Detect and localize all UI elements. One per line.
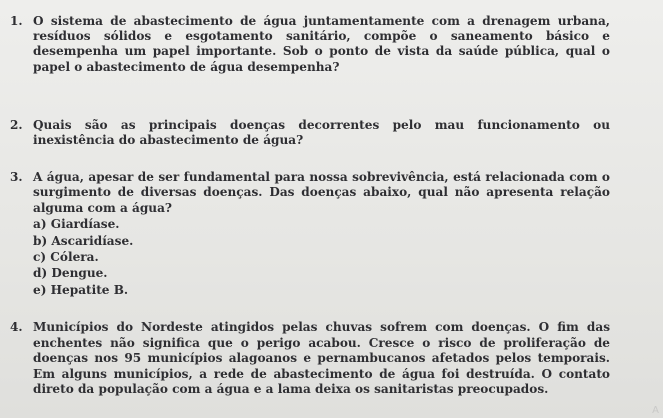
question-text: A água, apesar de ser fundamental para nossa sobrevivência, está relacionada com o surgimento de diversas doenças. Das doenças abaixo, qual não apresenta relação alguma com a água?	[33, 170, 610, 215]
question-number: 2.	[10, 118, 23, 132]
question-text: O sistema de abastecimento de água juntamentamente com a drenagem urbana, resíduos sólidos e esgotamento sanitário, compõe o saneamento básico e desempenha um papel importante. Sob o ponto de vista da saúde pública, qual o papel o abastecimento de água desempenha?	[33, 14, 610, 74]
question-number: 3.	[10, 170, 23, 184]
question-text: Municípios do Nordeste atingidos pelas chuvas sofrem com doenças. O fim das enchentes não significa que o perigo acabou. Cresce o risco de proliferação de doenças nos 95 municípios alagoanos e pernambucanos afetados pelos temporais. Em alguns municípios, a rede de abastecimento de água foi destruída. O contato direto da população com a água e a lama deixa os sanitaristas preocupados.	[33, 320, 610, 397]
corner-mark: A	[652, 405, 659, 416]
question-4	[10, 320, 610, 398]
question-1	[10, 14, 610, 75]
option-c: c) Cólera.	[33, 250, 99, 264]
question-number: 1.	[10, 14, 23, 28]
question-number: 4.	[10, 320, 23, 334]
answer-options	[33, 216, 610, 298]
question-text: Quais são as principais doenças decorrentes pelo mau funcionamento ou inexistência do abastecimento de água?	[33, 118, 610, 148]
question-3	[10, 170, 610, 310]
option-e: e) Hepatite B.	[33, 282, 129, 297]
option-d: d) Dengue.	[33, 266, 108, 281]
question-2	[10, 118, 610, 148]
option-a: a) Giardíase.	[33, 217, 120, 232]
option-b: b) Ascaridíase.	[33, 233, 134, 248]
